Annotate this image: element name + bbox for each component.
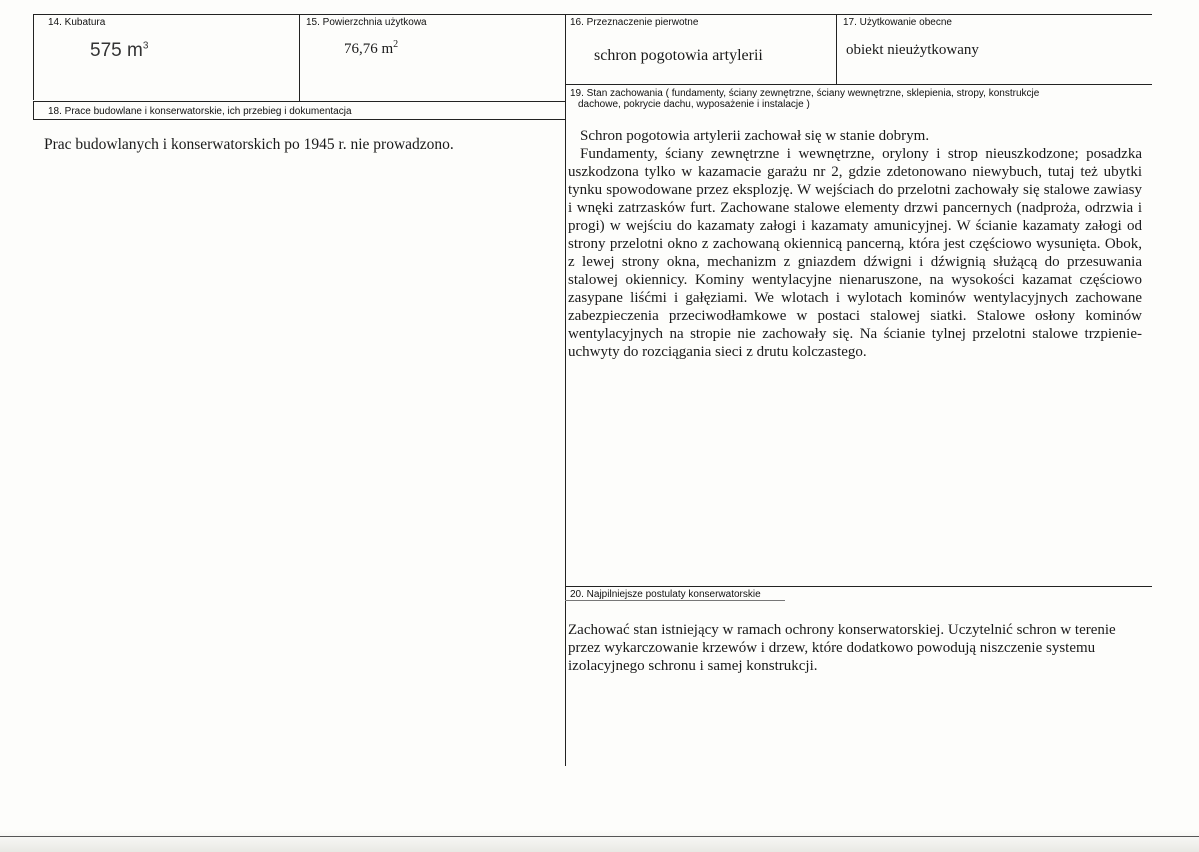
prace-text: Prac budowlanych i konserwatorskich po 1945 r. nie prowadzono. [44, 136, 454, 153]
powierzchnia-value [344, 41, 398, 58]
line-under-14-15 [33, 101, 565, 102]
powierzchnia-number: 76,76 m [344, 41, 394, 57]
powierzchnia-unit-exponent: 2 [393, 39, 399, 50]
stan-paragraph-2: Fundamenty, ściany zewnętrzne i wewnętrzne, orylony i strop nieuszkodzone; posadzka uszkodzona tylko w kazamacie garażu nr 2, gdzie zdetonowano niewybuch, tutaj też ubytki tynku spowodowane przez eksplozję. W wejściach do przelotni zachowały się stalowe zawiasy i wnęki zatrzasków furt. Zachowane stalowe elementy drzwi pancernych (nadproża, odrzwia i progi) w wejściu do kazamaty załogi i kazamaty amunicyjnej. W ścianie kazamaty załogi od strony przelotni okno z zachowaną okiennicą pancerną, która jest częściowo wysunięta. Obok, z lewej strony okna, mechanizm z gniazdem dźwigni i dźwignią służącą do przesuwania stalowej okiennicy. Kominy wentylacyjne nienaruszone, na wysokości kazamat częściowo zasypane liśćmi i gałęziami. We wlotach i wylotach kominów wentylacyjnych zachowane zabezpieczenia przeciwodłamkowe w postaci stalowej siatki. Stalowe osłony kominów wentylacyjnych na stropie nie zachowały się. Na ścianie tylnej przelotni stalowe trzpienie-uchwyty do rozciągania sieci z drutu kolczastego. [568, 146, 1142, 360]
stan-text [568, 127, 1142, 361]
scan-bottom-edge [0, 830, 1199, 852]
kubatura-label: 14. Kubatura [48, 17, 106, 28]
kubatura-value [90, 40, 148, 62]
prace-label: 18. Prace budowlane i konserwatorskie, ich przebieg i dokumentacja [48, 106, 352, 117]
left-border-18 [33, 101, 34, 119]
stan-label-line2: dachowe, pokrycie dachu, wyposażenie i instalacje ) [578, 99, 810, 110]
przeznaczenie-value: schron pogotowia artylerii [594, 47, 763, 64]
postulaty-label: 20. Najpilniejsze postulaty konserwatorskie [570, 589, 761, 600]
line-under-16-17 [565, 84, 1152, 85]
stan-label-line1: 19. Stan zachowania ( fundamenty, ściany zewnętrzne, ściany wewnętrzne, sklepienia, stropy, konstrukcje [570, 88, 1040, 99]
line-under-20-label [565, 600, 785, 601]
kubatura-number: 575 m [90, 40, 143, 61]
divider-14-15 [299, 14, 300, 102]
top-border [33, 14, 1152, 15]
divider-15-16 [565, 14, 566, 766]
powierzchnia-label: 15. Powierzchnia użytkowa [306, 17, 427, 28]
line-above-20 [565, 586, 1152, 587]
uzytkowanie-value: obiekt nieużytkowany [846, 42, 979, 58]
line-under-18-label [33, 119, 565, 120]
left-border [33, 14, 34, 100]
przeznaczenie-label: 16. Przeznaczenie pierwotne [570, 17, 699, 28]
postulaty-text: Zachować stan istniejący w ramach ochrony konserwatorskiej. Uczytelnić schron w terenie przez wykarczowanie krzewów i drzew, które dodatkowo powodują niszczenie systemu izolacyjnego schronu i samej konstrukcji. [568, 622, 1116, 674]
divider-16-17 [836, 14, 837, 84]
kubatura-unit-exponent: 3 [142, 40, 149, 52]
stan-paragraph-1: Schron pogotowia artylerii zachował się w stanie dobrym. [580, 128, 930, 144]
scan-bottom-line [0, 836, 1199, 837]
uzytkowanie-label: 17. Użytkowanie obecne [843, 17, 952, 28]
